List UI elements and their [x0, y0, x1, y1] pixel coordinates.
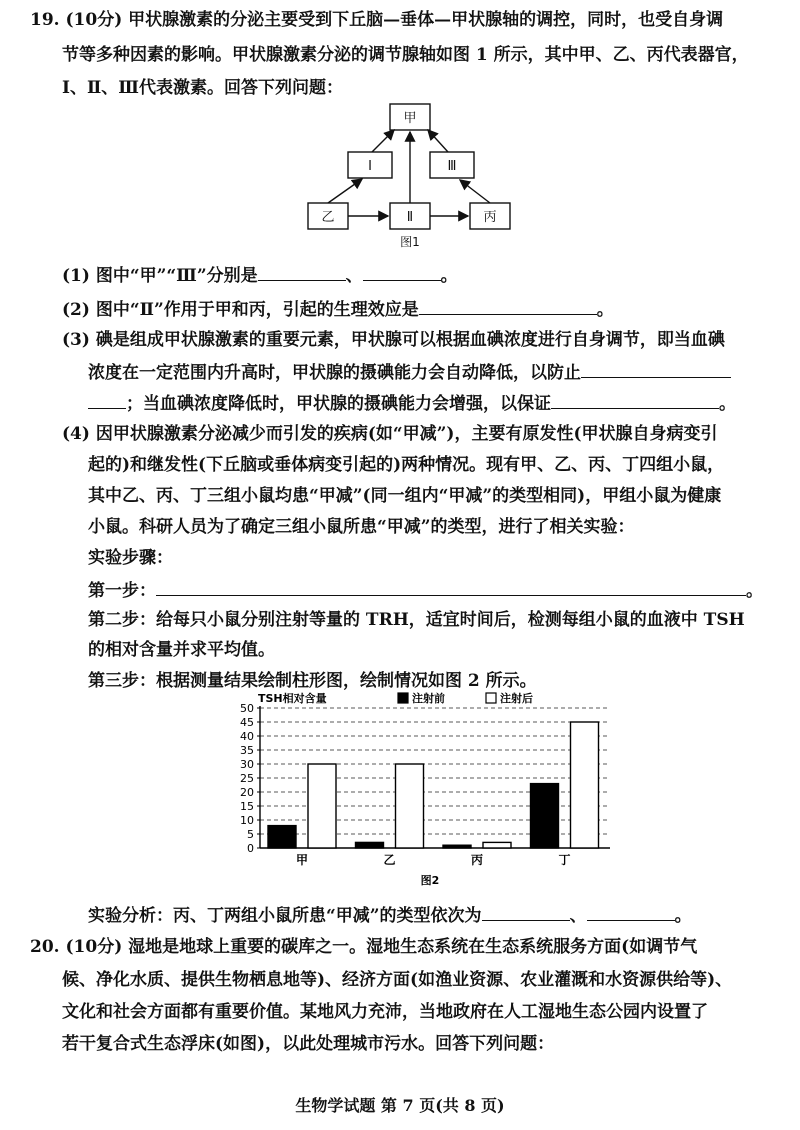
legend-label-1: 注射前 [412, 692, 445, 705]
q19-p1-sep: 、 [345, 266, 363, 286]
step-1-end: 。 [746, 581, 763, 601]
bar-丙-注射前 [443, 845, 471, 848]
legend-swatch-1 [398, 693, 408, 703]
y-tick-label-35: 35 [240, 744, 254, 757]
q19-p1 [62, 262, 458, 288]
bar-丙-注射后 [483, 842, 511, 848]
q19-p1-text: (1) 图中“甲”“Ⅲ”分别是 [62, 266, 258, 286]
q19-p4-line2: 起的)和继发性(下丘脑或垂体病变引起的)两种情况。现有甲、乙、丙、丁四组小鼠， [88, 455, 725, 475]
legend-swatch-2 [486, 693, 496, 703]
fig1-label-yi: 乙 [321, 210, 335, 225]
answer-blank-8[interactable] [587, 902, 675, 921]
q19-p2 [62, 296, 614, 322]
q20-line-2: 候、净化水质、提供生物栖息地等)、经济方面(如渔业资源、农业灌溉和水资源供给等)、 [62, 970, 733, 990]
step-2-line2: 的相对含量并求平均值。 [88, 640, 275, 660]
q19-line-1: 19. (10分) 甲状腺激素的分泌主要受到下丘脑—垂体—甲状腺轴的调控，同时，也受自身调 [30, 10, 724, 30]
y-tick-label-45: 45 [240, 716, 254, 729]
answer-blank-4a[interactable] [581, 359, 731, 378]
q19-p4-line4: 小鼠。科研人员为了确定三组小鼠所患“甲减”的类型，进行了相关实验： [88, 517, 635, 537]
y-tick-label-5: 5 [247, 828, 254, 841]
y-tick-label-40: 40 [240, 730, 254, 743]
answer-blank-1[interactable] [258, 262, 346, 281]
x-tick-label-乙: 乙 [383, 853, 396, 867]
bar-乙-注射后 [396, 764, 424, 848]
bar-乙-注射前 [356, 842, 384, 848]
q19-p4-line3: 其中乙、丙、丁三组小鼠均患“甲减”(同一组内“甲减”的类型相同)，甲组小鼠为健康 [88, 486, 722, 506]
fig1-label-bing: 丙 [483, 210, 497, 225]
figure-2-caption: 图2 [420, 874, 440, 887]
bar-甲-注射后 [308, 764, 336, 848]
q19-p3-line1: (3) 碘是组成甲状腺激素的重要元素，甲状腺可以根据血碘浓度进行自身调节，即当血碘 [62, 330, 725, 350]
q19-p3-line3 [88, 390, 736, 416]
bar-丁-注射前 [531, 784, 559, 848]
fig1-arrow-III-jia [428, 130, 448, 152]
q20-line-4: 若干复合式生态浮床(如图)，以此处理城市污水。回答下列问题： [62, 1034, 555, 1054]
fig1-arrow-yi-I [328, 179, 362, 203]
bar-甲-注射前 [268, 826, 296, 848]
analysis-sep: 、 [569, 906, 587, 926]
q20-line-3: 文化和社会方面都有重要价值。某地风力充沛，当地政府在人工湿地生态公园内设置了 [62, 1002, 708, 1022]
y-tick-label-20: 20 [240, 786, 254, 799]
q19-p3-line2 [88, 359, 731, 385]
steps-title: 实验步骤： [88, 548, 173, 568]
x-tick-label-丙: 丙 [470, 853, 484, 867]
figure-2-bar-chart [230, 688, 630, 893]
answer-blank-2[interactable] [363, 262, 441, 281]
fig1-label-jia: 甲 [403, 111, 417, 126]
fig1-caption: 图1 [400, 235, 420, 249]
q19-p4-line1: (4) 因甲状腺激素分泌减少而引发的疾病(如“甲减”)，主要有原发性(甲状腺自身病变引 [62, 424, 718, 444]
answer-blank-5[interactable] [551, 390, 719, 409]
q19-p3-line2-text: 浓度在一定范围内升高时，甲状腺的摄碘能力会自动降低，以防止 [88, 363, 581, 383]
q19-p3-end: 。 [719, 394, 736, 414]
answer-blank-3[interactable] [419, 296, 597, 315]
page-footer: 生物学试题 第 7 页(共 8 页) [295, 1096, 505, 1115]
x-tick-label-甲: 甲 [295, 853, 309, 867]
q19-p1-end: 。 [440, 266, 458, 286]
fig1-arrow-bing-III [460, 180, 490, 203]
y-tick-label-0: 0 [247, 842, 254, 855]
step-2-line1: 第二步：给每只小鼠分别注射等量的 TRH，适宜时间后，检测每组小鼠的血液中 TSH [88, 610, 745, 630]
legend-label-2: 注射后 [500, 692, 533, 705]
y-axis-label: TSH相对含量 [258, 692, 327, 705]
q19-p2-text: (2) 图中“Ⅱ”作用于甲和丙，引起的生理效应是 [62, 300, 419, 320]
y-tick-label-25: 25 [240, 772, 254, 785]
analysis-text: 实验分析：丙、丁两组小鼠所患“甲减”的类型依次为 [88, 906, 482, 926]
y-tick-label-30: 30 [240, 758, 254, 771]
y-tick-label-15: 15 [240, 800, 254, 813]
q19-p2-end: 。 [596, 300, 614, 320]
answer-blank-7[interactable] [482, 902, 570, 921]
y-tick-label-10: 10 [240, 814, 254, 827]
analysis [88, 902, 692, 928]
bar-丁-注射后 [571, 722, 599, 848]
fig1-label-III: Ⅲ [447, 159, 457, 174]
q19-line-3: Ⅰ、Ⅱ、Ⅲ代表激素。回答下列问题： [62, 78, 343, 98]
step-3: 第三步：根据测量结果绘制柱形图，绘制情况如图 2 所示。 [88, 671, 537, 691]
q19-line-2: 节等多种因素的影响。甲状腺激素分泌的调节腺轴如图 1 所示，其中甲、乙、丙代表器官， [62, 45, 749, 65]
q20-line-1: 20. (10分) 湿地是地球上重要的碳库之一。湿地生态系统在生态系统服务方面(如调节气 [30, 937, 698, 957]
fig1-label-II: Ⅱ [406, 210, 414, 225]
x-tick-label-丁: 丁 [558, 853, 571, 867]
answer-blank-4b[interactable] [88, 390, 126, 409]
q19-p3-line3-text: ；当血碘浓度降低时，甲状腺的摄碘能力会增强，以保证 [126, 394, 551, 414]
step-1 [88, 577, 763, 603]
step-1-label: 第一步： [88, 581, 156, 601]
y-tick-label-50: 50 [240, 702, 254, 715]
figure-1-diagram [300, 100, 520, 260]
answer-blank-6[interactable] [156, 577, 746, 596]
fig1-arrow-I-jia [372, 130, 394, 152]
analysis-end: 。 [674, 906, 692, 926]
fig1-label-I: Ⅰ [368, 159, 372, 174]
